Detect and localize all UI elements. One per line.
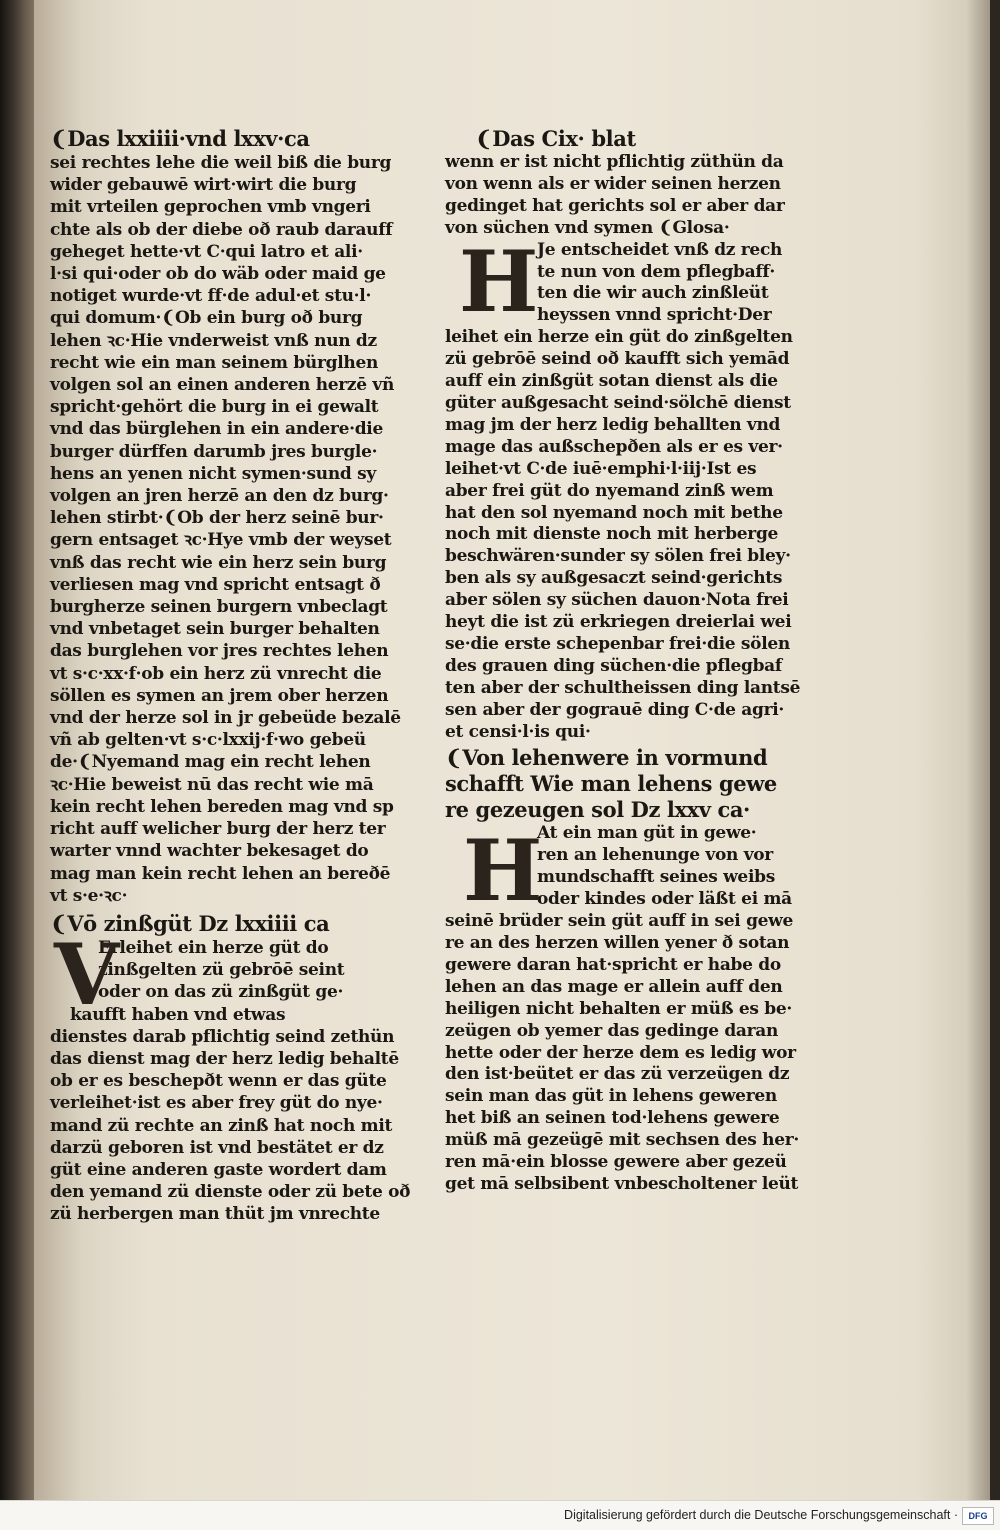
text-line: ❨Von lehenwere in vormund xyxy=(445,745,768,771)
text-line: müß mā gezeügē mit sechsen des her· xyxy=(445,1130,799,1151)
text-line: den yemand zü dienste oder zü bete oð xyxy=(50,1182,411,1203)
text-line: gedinget hat gerichts sol er aber dar xyxy=(445,195,785,216)
right-column-text xyxy=(445,152,790,240)
text-line: volgen sol an einen anderen herzē vñ xyxy=(50,375,395,396)
text-line: richt auff welicher burg der herz ter xyxy=(50,819,386,840)
text-line: burger dürffen darumb jres burgle· xyxy=(50,441,378,462)
right-initial-block xyxy=(445,231,790,331)
text-line: heyt die ist zü erkriegen dreierlai wei xyxy=(445,612,792,633)
text-line: noch mit dienste noch mit herberge xyxy=(445,524,779,545)
text-line: den ist·beütet er das zü verzeügen dz xyxy=(445,1064,790,1085)
text-line: Erleihet ein herze güt do xyxy=(98,937,329,958)
text-line: get mā selbsibent vnbescholtener leüt xyxy=(445,1173,799,1194)
text-line: sein man das güt in lehens geweren xyxy=(445,1086,777,1107)
text-line: spricht·gehört die burg in ei gewalt xyxy=(50,397,379,418)
text-line: heiligen nicht behalten er müß es be· xyxy=(445,998,793,1019)
text-line: vnd vnbetaget sein burger behalten xyxy=(50,619,380,640)
text-line: se·die erste schepenbar frei·die sölen xyxy=(445,633,790,654)
text-line: dienstes darab pflichtig seind zethün xyxy=(50,1026,395,1047)
text-line: de·❨Nyemand mag ein recht lehen xyxy=(50,752,371,773)
text-line: kein recht lehen bereden mag vnd sp xyxy=(50,796,394,817)
text-line: oder kindes oder läßt ei mā xyxy=(537,889,792,910)
page-shadow xyxy=(966,0,992,1500)
text-line: mage das außschepðen als er es ver· xyxy=(445,436,783,457)
text-line: von wenn als er wider seinen herzen xyxy=(445,173,781,194)
text-line: güter außgesacht seind·sölchē dienst xyxy=(445,392,791,413)
right-column-heading: ❨Das Cix· blat xyxy=(475,126,636,151)
right-column-text-3 xyxy=(445,911,799,1196)
text-line: et censi·l·is qui· xyxy=(445,721,591,742)
right-column xyxy=(445,126,801,1196)
text-line: beschwären·sunder sy sölen frei bley· xyxy=(445,546,791,567)
right-initial-block-2 xyxy=(445,821,792,921)
text-line: gewere daran hat·spricht er habe do xyxy=(445,954,781,975)
decorated-initial-h: H xyxy=(459,231,539,331)
text-line: aber frei güt do nyemand zinß wem xyxy=(445,480,774,501)
text-line: te nun von dem pflegbaff· xyxy=(537,261,775,282)
text-line: wider gebauwē wirt·wirt die burg xyxy=(50,175,357,196)
text-line: darzü geboren ist vnd bestätet er dz xyxy=(50,1137,384,1158)
decorated-initial-h-2: H xyxy=(463,821,543,921)
text-line: mag jm der herz ledig behallten vnd xyxy=(445,414,781,435)
text-line: oder on das zü zinßgüt ge· xyxy=(98,982,344,1003)
text-line: mundschafft seines weibs xyxy=(537,867,775,888)
text-line: zinßgelten zü gebrōē seint xyxy=(98,960,345,981)
text-line: verliesen mag vnd spricht entsagt ð xyxy=(50,574,381,595)
text-line: schafft Wie man lehens gewe xyxy=(445,771,777,797)
text-line: von süchen vnd symen ❨Glosa· xyxy=(445,217,730,238)
text-line: sen aber der gograuē ding C·de agri· xyxy=(445,699,785,720)
text-line: notiget wurde·vt ff·de adul·et stu·l· xyxy=(50,286,372,307)
left-sub-heading: ❨Vō zinßgüt Dz lxxiiii ca xyxy=(50,910,330,936)
text-line: ten die wir auch zinßleüt xyxy=(537,283,769,304)
text-line: kaufft haben vnd etwas xyxy=(70,1004,286,1025)
text-line: At ein man güt in gewe· xyxy=(537,823,757,844)
text-line: warter vnnd wachter bekesaget do xyxy=(50,841,369,862)
text-line: gern entsaget ꝛc·Hye vmb der weyset xyxy=(50,530,392,551)
text-line: qui domum·❨Ob ein burg oð burg xyxy=(50,308,363,329)
text-line: vt s·e·ꝛc· xyxy=(50,885,128,906)
text-line: ten aber der schultheissen ding lantsē xyxy=(445,677,801,698)
text-line: söllen es symen an jrem ober herzen xyxy=(50,685,389,706)
left-column-text xyxy=(50,152,401,907)
book-spine-edge xyxy=(0,0,38,1500)
right-column-text-2 xyxy=(445,327,801,743)
text-line: vnd das bürglehen in ein andere·die xyxy=(50,419,383,440)
text-line: vnß das recht wie ein herz sein burg xyxy=(50,552,387,573)
text-line: sei rechtes lehe die weil biß die burg xyxy=(50,153,392,173)
text-line: Je entscheidet vnß dz rech xyxy=(537,239,783,260)
text-line: het biß an seinen tod·lehens gewere xyxy=(445,1108,780,1129)
dfg-logo[interactable]: DFG xyxy=(962,1507,994,1525)
text-line: heyssen vnnd spricht·Der xyxy=(537,305,772,326)
text-line: hat den sol nyemand noch mit bethe xyxy=(445,502,783,523)
text-line: re an des herzen willen yener ð sotan xyxy=(445,933,790,953)
text-line: das dienst mag der herz ledig behaltē xyxy=(50,1048,399,1069)
text-line: vnd der herze sol in jr gebeüde bezalē xyxy=(50,708,401,729)
text-line: leihet ein herze ein güt do zinßgelten xyxy=(445,327,793,348)
text-line: mit vrteilen geprochen vmb vngeri xyxy=(50,197,371,218)
text-line: das burglehen vor jres rechtes lehen xyxy=(50,641,389,662)
footer-bar xyxy=(0,1500,1000,1530)
text-line: zü herbergen man thüt jm vnrechte xyxy=(50,1204,380,1225)
text-line: vñ ab gelten·vt s·c·lxxij·f·wo gebeü xyxy=(50,730,366,751)
text-line: verleihet·ist es aber frey güt do nye· xyxy=(50,1093,383,1114)
text-line: recht wie ein man seinem bürglhen xyxy=(50,352,379,373)
left-column xyxy=(50,126,411,1226)
text-line: güt eine anderen gaste wordert dam xyxy=(50,1159,387,1180)
text-line: wenn er ist nicht pflichtig züthün da xyxy=(445,152,784,172)
text-line: mand zü rechte an zinß hat noch mit xyxy=(50,1115,393,1136)
text-line: seinē brüder sein güt auff in sei gewe xyxy=(445,911,794,932)
text-line: des grauen ding süchen·die pflegbaf xyxy=(445,655,782,676)
funding-credit: Digitalisierung gefördert durch die Deutsche Forschungsgemeinschaft · xyxy=(564,1508,958,1522)
text-line: ꝛc·Hie beweist nū das recht wie mā xyxy=(50,774,374,795)
text-line: volgen an jren herzē an den dz burg· xyxy=(50,486,389,507)
left-initial-block xyxy=(50,924,411,1226)
text-line: mag man kein recht lehen an bereðē xyxy=(50,863,391,884)
text-line: ren mā·ein blosse gewere aber gezeü xyxy=(445,1152,787,1173)
text-line: vt s·c·xx·f·ob ein herz zü vnrecht die xyxy=(50,663,382,684)
text-line: chte als ob der diebe oð raub darauff xyxy=(50,219,393,240)
text-line: zü gebrōē seind oð kaufft sich yemād xyxy=(445,349,790,370)
text-line: re gezeugen sol Dz lxxv ca· xyxy=(445,797,750,823)
right-edge-strip xyxy=(990,0,1000,1500)
text-line: lehen ꝛc·Hie vnderweist vnß nun dz xyxy=(50,330,377,351)
text-line: ren an lehenunge von vor xyxy=(537,845,773,866)
text-line: lehen stirbt·❨Ob der herz seinē bur· xyxy=(50,508,384,529)
decorated-initial-v: V xyxy=(54,924,120,1024)
text-line: hens an yenen nicht symen·sund sy xyxy=(50,463,376,484)
text-line: aber sölen sy süchen dauon·Nota frei xyxy=(445,590,789,611)
text-line: zeügen ob yemer das gedinge daran xyxy=(445,1020,779,1041)
text-line: auff ein zinßgüt sotan dienst als die xyxy=(445,371,778,392)
text-line: hette oder der herze dem es ledig wor xyxy=(445,1042,796,1063)
text-line: burgherze seinen burgern vnbeclagt xyxy=(50,597,388,618)
text-line: l·si qui·oder ob do wäb oder maid ge xyxy=(50,264,386,285)
text-line: ob er es beschepðt wenn er das güte xyxy=(50,1071,387,1092)
text-line: leihet·vt C·de iuē·emphi·l·iij·Ist es xyxy=(445,458,757,479)
right-section-heading xyxy=(445,745,790,823)
left-column-heading: ❨Das lxxiiii·vnd lxxv·ca xyxy=(50,126,310,151)
text-line: lehen an das mage er allein auff den xyxy=(445,976,783,997)
text-line: geheget hette·vt C·qui latro et ali· xyxy=(50,241,363,262)
text-line: ben als sy außgesaczt seind·gerichts xyxy=(445,568,783,589)
